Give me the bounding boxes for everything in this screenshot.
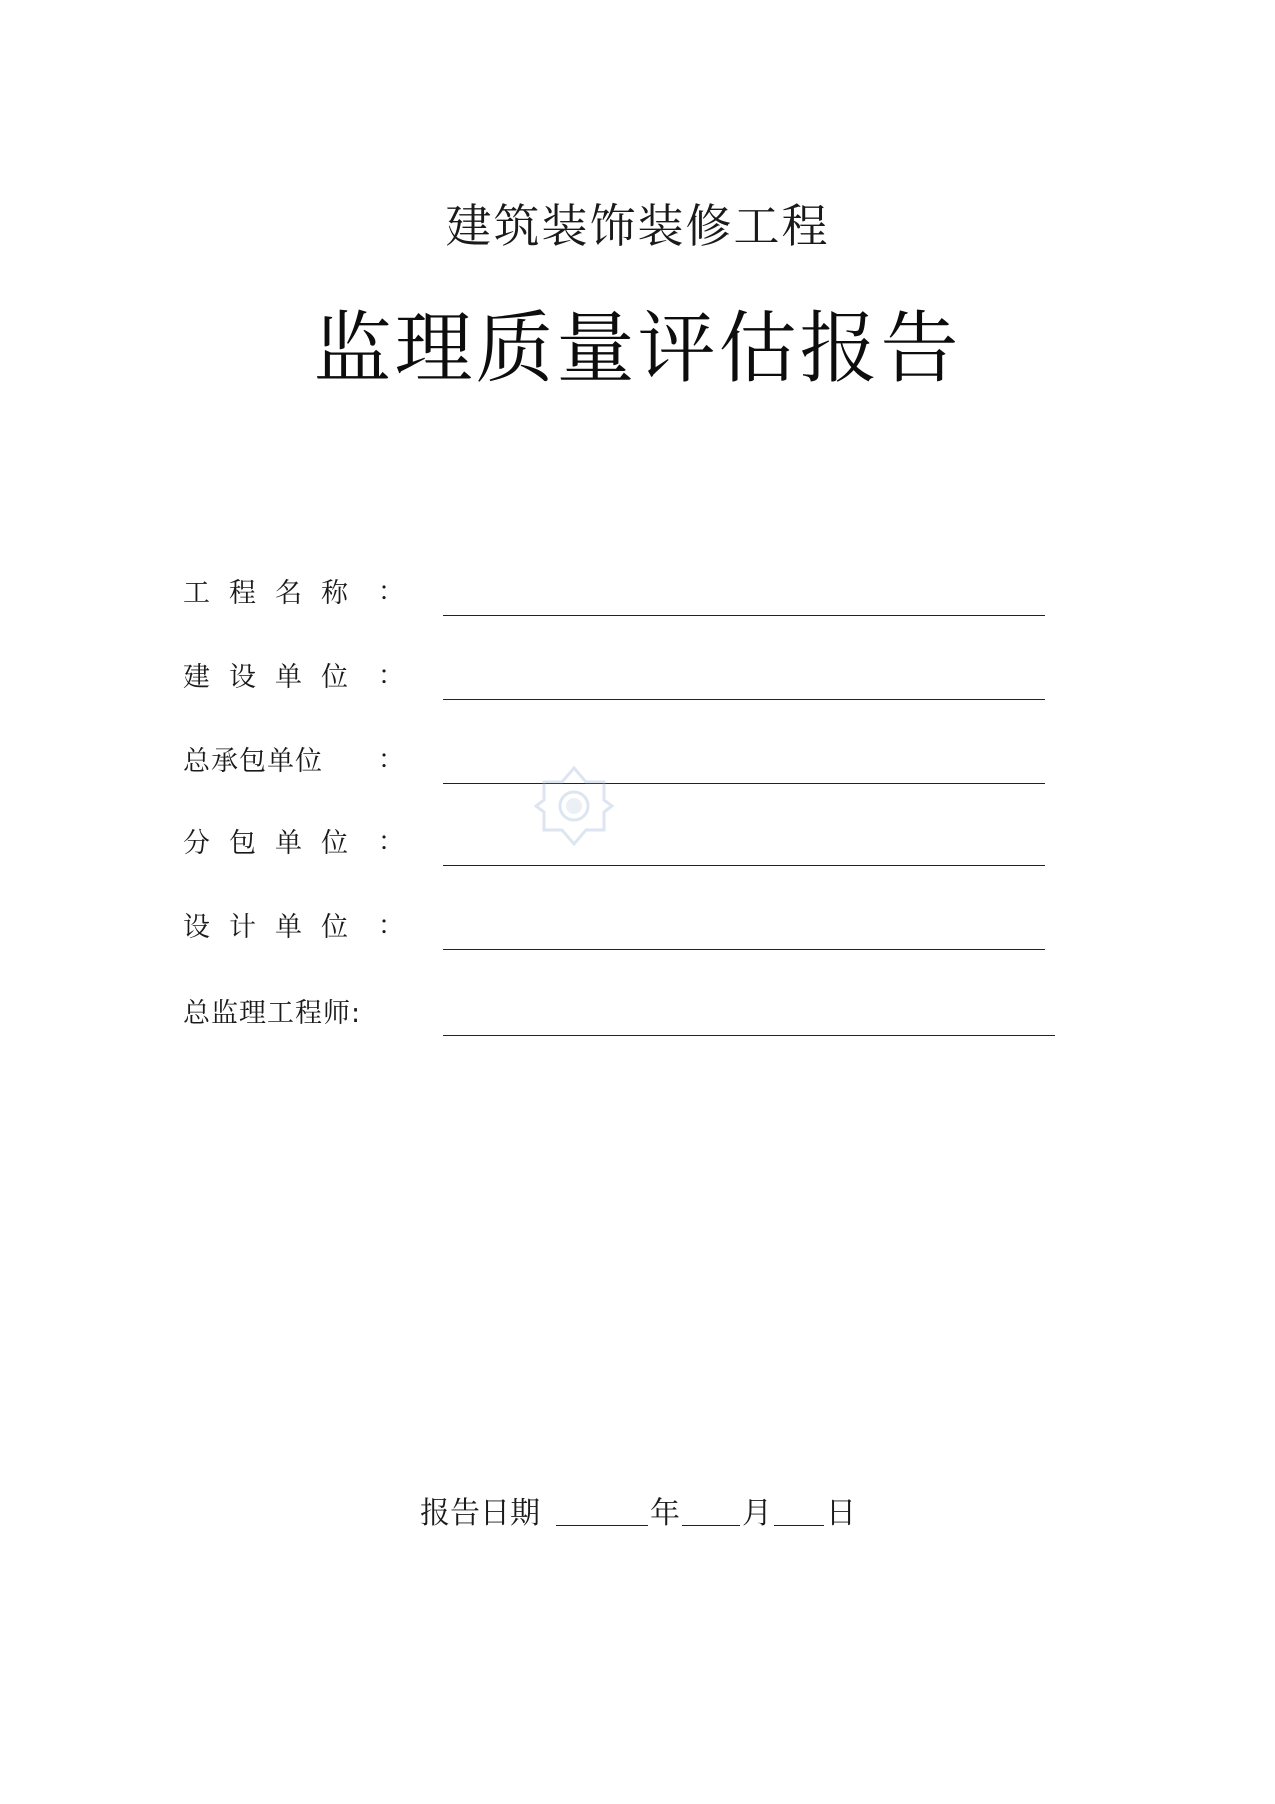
field-input-line[interactable] xyxy=(443,949,1045,950)
report-title: 监理质量评估报告 xyxy=(313,304,962,394)
field-construction-unit xyxy=(183,662,1063,702)
field-label: 总监理工程师: xyxy=(183,998,362,1029)
field-design-unit xyxy=(183,912,1063,952)
field-colon: ： xyxy=(378,661,405,691)
field-project-name xyxy=(183,578,1063,618)
field-input-line[interactable] xyxy=(443,699,1045,700)
field-input-line[interactable] xyxy=(443,1035,1055,1036)
date-label: 报告日期 xyxy=(420,1496,540,1531)
month-label: 月 xyxy=(742,1496,772,1531)
field-colon: ： xyxy=(378,745,405,775)
field-label: 设计单位 xyxy=(183,912,367,943)
year-label: 年 xyxy=(650,1496,680,1531)
field-colon: ： xyxy=(378,827,405,857)
report-subtitle: 建筑装饰装修工程 xyxy=(445,199,830,253)
field-label: 建设单位 xyxy=(183,662,367,693)
day-input-line[interactable] xyxy=(774,1499,824,1526)
field-label: 总承包单位 xyxy=(183,746,323,777)
field-input-line[interactable] xyxy=(443,615,1045,616)
year-input-line[interactable] xyxy=(556,1499,648,1526)
field-colon: ： xyxy=(378,577,405,607)
field-chief-supervisor xyxy=(183,998,1063,1038)
month-input-line[interactable] xyxy=(682,1499,740,1526)
day-label: 日 xyxy=(826,1496,856,1531)
field-label: 分包单位 xyxy=(183,828,367,859)
snowflake-watermark-icon xyxy=(532,764,616,848)
field-label: 工程名称 xyxy=(183,578,367,609)
field-general-contractor xyxy=(183,746,1063,786)
field-colon: ： xyxy=(378,911,405,941)
field-input-line[interactable] xyxy=(443,865,1045,866)
report-date xyxy=(420,1488,856,1532)
field-subcontractor xyxy=(183,828,1063,868)
